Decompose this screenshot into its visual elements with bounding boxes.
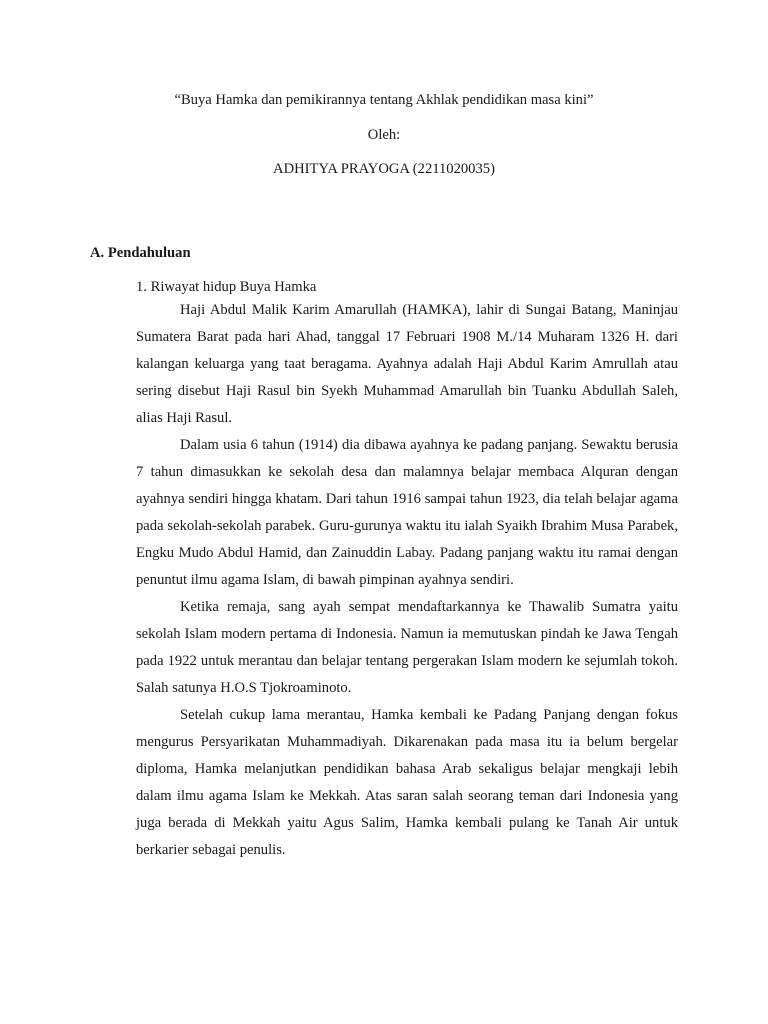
paragraph-2: Dalam usia 6 tahun (1914) dia dibawa ayahnya ke padang panjang. Sewaktu berusia 7 tahun dimasukkan ke sekolah desa dan malamnya belajar membaca Alquran dengan ayahnya sendiri hingga khatam. Dari tahun 1916 sampai tahun 1923, dia telah belajar agama pada sekolah-sekolah parabek. Guru-gurunya waktu itu ialah Syaikh Ibrahim Musa Parabek, Engku Mudo Abdul Hamid, dan Zainuddin Labay. Padang panjang waktu itu ramai dengan penuntut ilmu agama Islam, di bawah pimpinan ayahnya sendiri.: [136, 437, 678, 588]
by-label: Oleh:: [367, 127, 401, 143]
section-heading: A. Pendahuluan: [90, 245, 191, 261]
author-name: ADHITYA PRAYOGA (2211020035): [273, 161, 495, 177]
paragraph-1: Haji Abdul Malik Karim Amarullah (HAMKA), lahir di Sungai Batang, Maninjau Sumatera Barat pada hari Ahad, tanggal 17 Februari 1908 M./14 Muharam 1326 H. dari kalangan keluarga yang taat beragama. Ayahnya adalah Haji Abdul Karim Amrullah atau sering disebut Haji Rasul bin Syekh Muhammad Amarullah bin Tuanku Abdullah Saleh, alias Haji Rasul.: [136, 302, 678, 426]
document-title: “Buya Hamka dan pemikirannya tentang Akhlak pendidikan masa kini”: [174, 92, 594, 108]
body-text: [136, 297, 678, 864]
subsection-heading: 1. Riwayat hidup Buya Hamka: [136, 279, 317, 295]
paragraph-3: Ketika remaja, sang ayah sempat mendaftarkannya ke Thawalib Sumatra yaitu sekolah Islam modern pertama di Indonesia. Namun ia memutuskan pindah ke Jawa Tengah pada 1922 untuk merantau dan belajar tentang pergerakan Islam modern ke sejumlah tokoh. Salah satunya H.O.S Tjokroaminoto.: [136, 599, 678, 696]
paragraph-4: Setelah cukup lama merantau, Hamka kembali ke Padang Panjang dengan fokus mengurus Persyarikatan Muhammadiyah. Dikarenakan pada masa itu ia belum bergelar diploma, Hamka melanjutkan pendidikan bahasa Arab sekaligus belajar mengkaji lebih dalam ilmu agama Islam ke Mekkah. Atas saran salah seorang teman dari Indonesia yang juga berada di Mekkah yaitu Agus Salim, Hamka kembali pulang ke Tanah Air untuk berkarier sebagai penulis.: [136, 707, 678, 858]
